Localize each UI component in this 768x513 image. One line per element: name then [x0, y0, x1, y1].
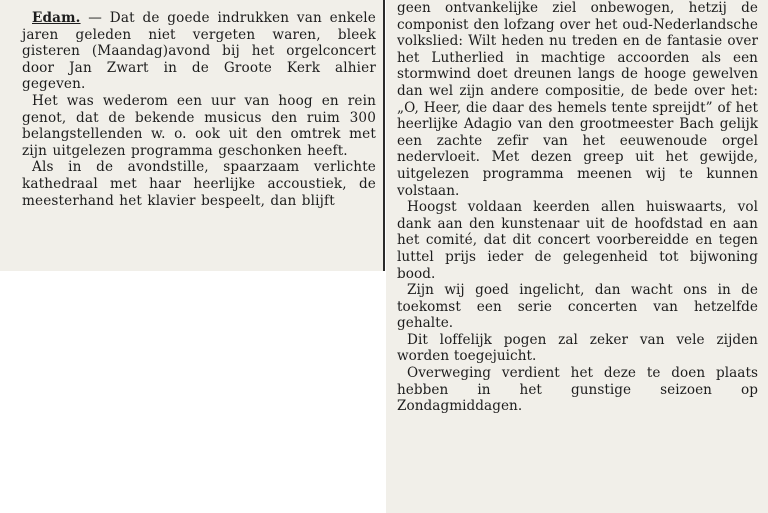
paragraph-5: Zijn wij goed ingelicht, dan wacht ons in de toekomst een serie concerten van hetzelfde gehalte. [397, 282, 758, 332]
paragraph-3-end: geen ontvankelijke ziel onbewogen, hetzij de componist den lofzang over het oud-Nederlandsche volkslied: Wilt heden nu treden en de fantasie over het Lutherlied in machtige accoorden als een stormwind doet dreunen langs de hooge gewelven dan wel zijn andere compositie, de bede over het: „O, Heer, die daar des hemels tente spreijdt” of het heerlijke Adagio van den grootmeester Bach gelijk een zachte zefir van het eeuwenoude orgel nedervloeit. Met dezen greep uit het gewijde, uitgelezen programma meenen wij te kunnen volstaan. [397, 0, 758, 199]
paragraph-1-text: — Dat de goede indrukken van enkele jaren geleden niet vergeten waren, bleek gisteren (Maandag)avond bij het orgelconcert door Jan Zwart in de Groote Kerk alhier gegeven. [22, 10, 376, 93]
paragraph-1 [22, 10, 376, 93]
paragraph-4: Hoogst voldaan keerden allen huiswaarts, vol dank aan den kunstenaar uit de hoofdstad en aan het comité, dat dit concert voorbereidde en tegen luttel prijs ieder de gelegenheid tot bijwoning bood. [397, 199, 758, 282]
paragraph-3-start: Als in de avondstille, spaarzaam verlichte kathedraal met haar heerlijke accoustiek, de meesterhand het klavier bespeelt, dan blijft [22, 159, 376, 209]
paragraph-6: Dit loffelijk pogen zal zeker van vele zijden worden toegejuicht. [397, 331, 758, 365]
paragraph-2: Het was wederom een uur van hoog en rein genot, dat de bekende musicus den ruim 300 belangstellenden w. o. ook uit den omtrek met zijn uitgelezen programma geschonken heeft. [22, 92, 376, 159]
paragraph-7: Overweging verdient het deze te doen plaats hebben in het gunstige seizoen op Zondagmiddagen. [397, 365, 758, 415]
right-column [386, 0, 768, 513]
left-column [0, 0, 384, 271]
place-heading: Edam. [32, 10, 81, 26]
column-divider [383, 0, 385, 271]
